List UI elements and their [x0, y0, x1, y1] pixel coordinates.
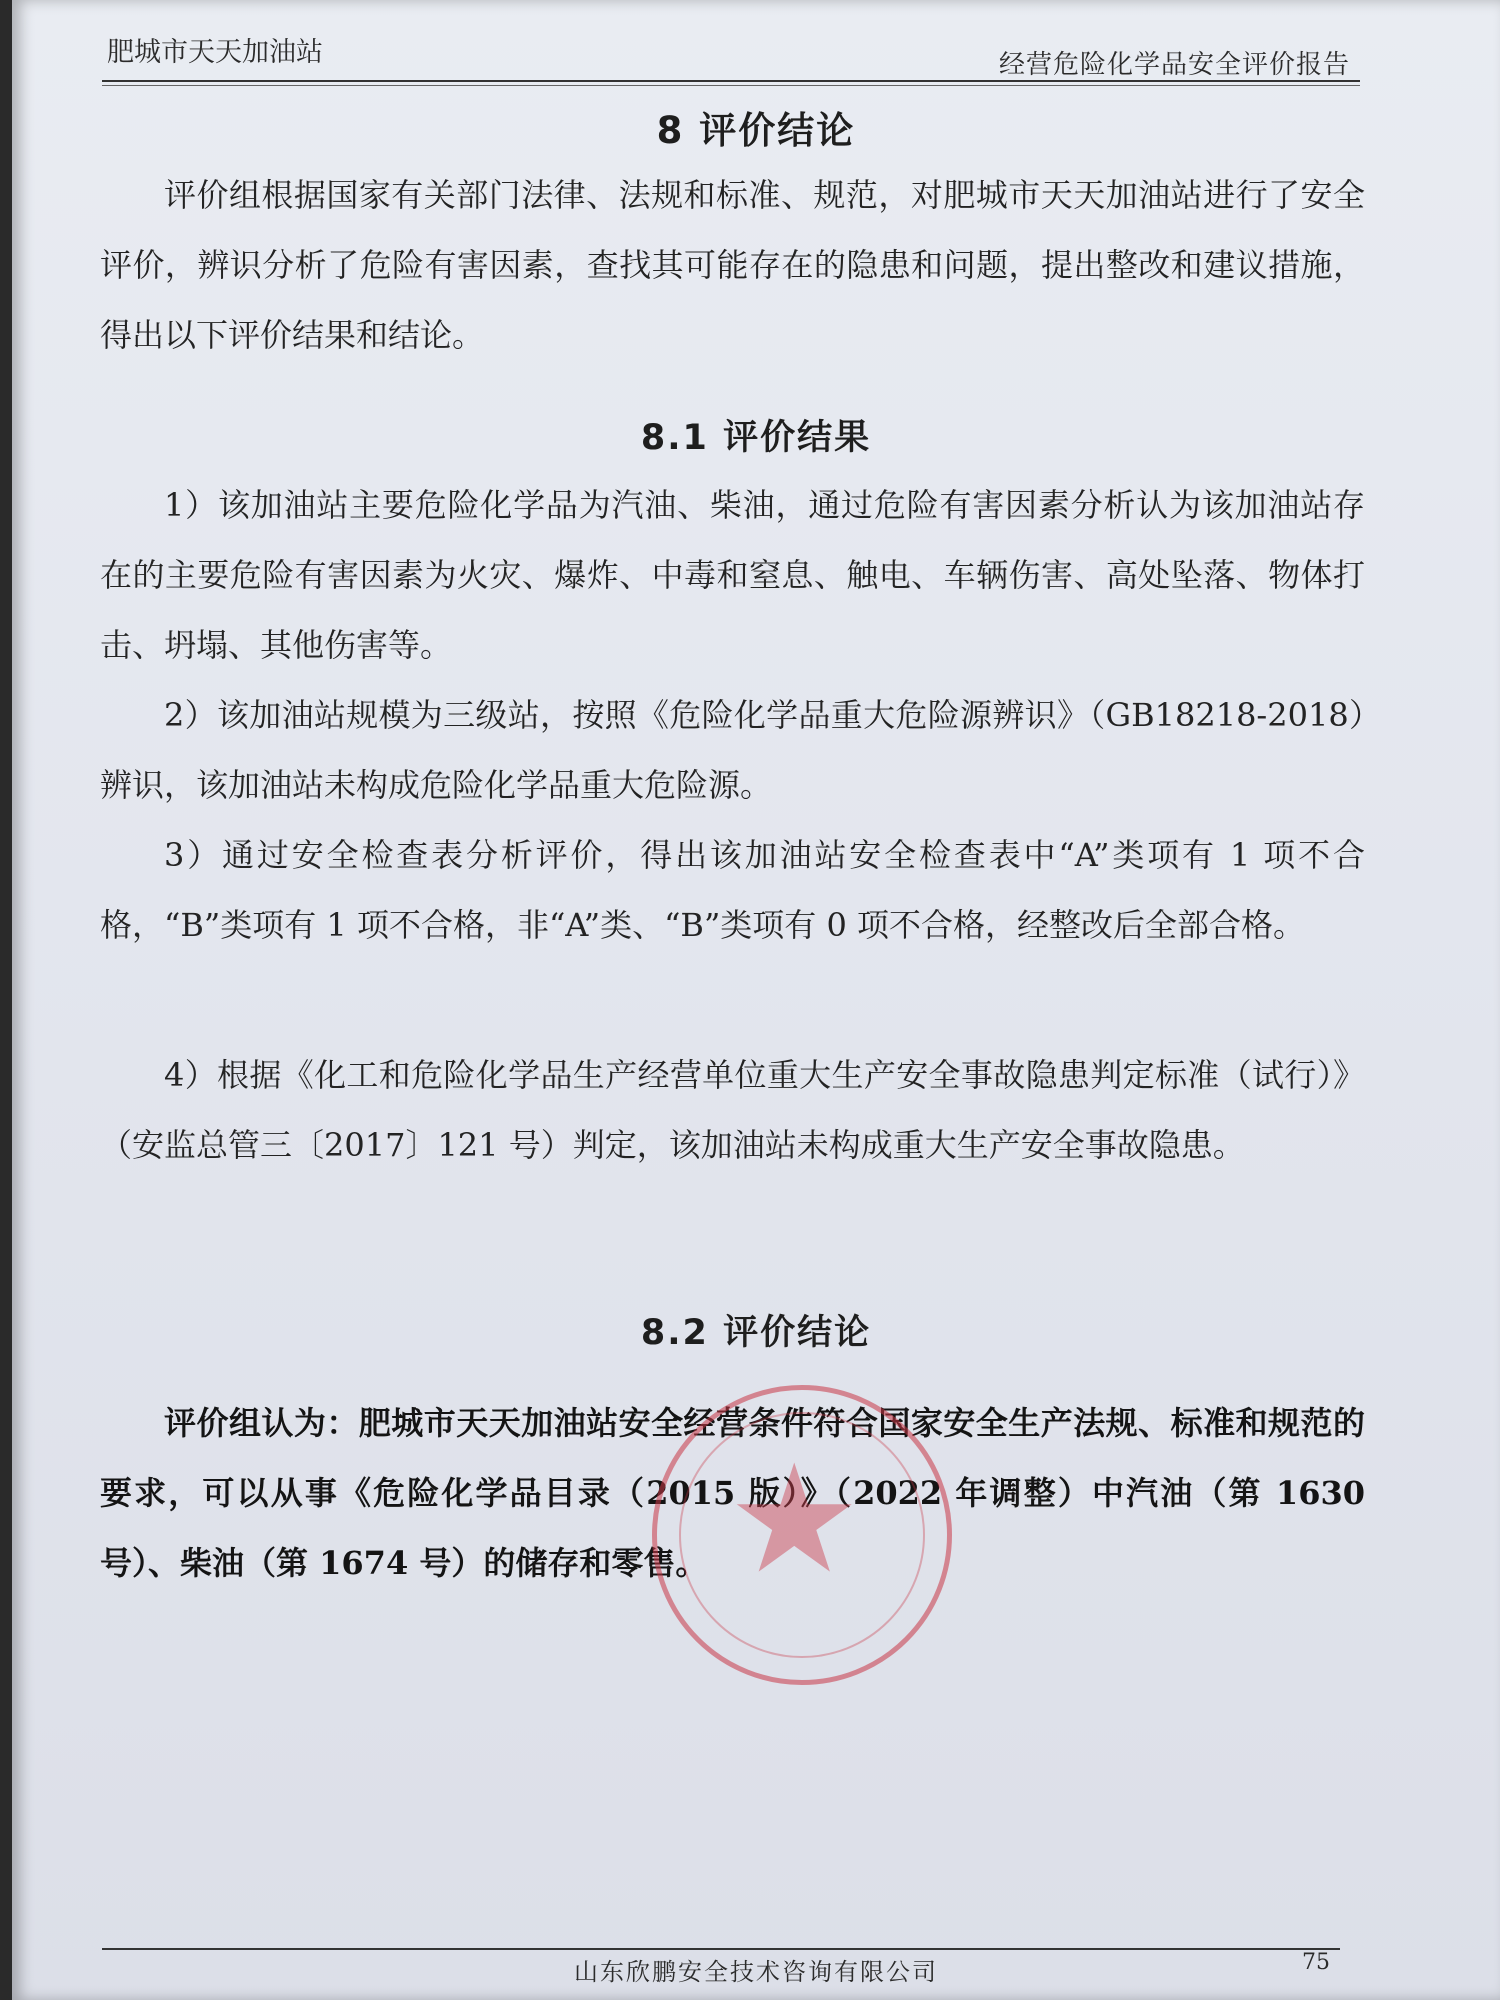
- section-title: 8 评价结论: [656, 109, 856, 152]
- document-page: [12, 0, 1500, 2000]
- seal-star-icon: ★: [727, 1433, 862, 1607]
- footer-rule: [102, 1948, 1340, 1950]
- header-rule: [102, 80, 1360, 86]
- footer-company: 山东欣鹏安全技术咨询有限公司: [574, 1958, 938, 1986]
- page-number: 75: [1302, 1950, 1330, 1975]
- results-title: 8.1 评价结果: [640, 418, 872, 458]
- conclusion-paragraph: 评价组认为：肥城市天天加油站安全经营条件符合国家安全生产法规、标准和规范的要求，可以从事《危险化学品目录（2015 版）》（2022 年调整）中汽油（第 1630 号）、柴油（第 1674 号）的储存和零售。: [100, 1404, 1365, 1582]
- header-right-title: 经营危险化学品安全评价报告: [998, 50, 1350, 80]
- conclusion-title: 8.2 评价结论: [640, 1313, 872, 1353]
- intro-paragraph: 评价组根据国家有关部门法律、法规和标准、规范，对肥城市天天加油站进行了安全评价，辨识分析了危险有害因素，查找其可能存在的隐患和问题，提出整改和建议措施，得出以下评价结果和结论。: [100, 176, 1365, 354]
- result-item-1: 1）该加油站主要危险化学品为汽油、柴油，通过危险有害因素分析认为该加油站存在的主要危险有害因素为火灾、爆炸、中毒和窒息、触电、车辆伤害、高处坠落、物体打击、坍塌、其他伤害等。: [100, 486, 1365, 664]
- result-item-2: 2）该加油站规模为三级站，按照《危险化学品重大危险源辨识》（GB18218-2018）辨识，该加油站未构成危险化学品重大危险源。: [100, 696, 1365, 804]
- result-item-3: 3）通过安全检查表分析评价，得出该加油站安全检查表中“A”类项有 1 项不合格，“B”类项有 1 项不合格，非“A”类、“B”类项有 0 项不合格，经整改后全部合格。: [100, 836, 1365, 944]
- result-item-4: 4）根据《化工和危险化学品生产经营单位重大生产安全事故隐患判定标准（试行）》（安监总管三〔2017〕121 号）判定，该加油站未构成重大生产安全事故隐患。: [100, 1056, 1365, 1164]
- header-left-title: 肥城市天天加油站: [107, 37, 323, 68]
